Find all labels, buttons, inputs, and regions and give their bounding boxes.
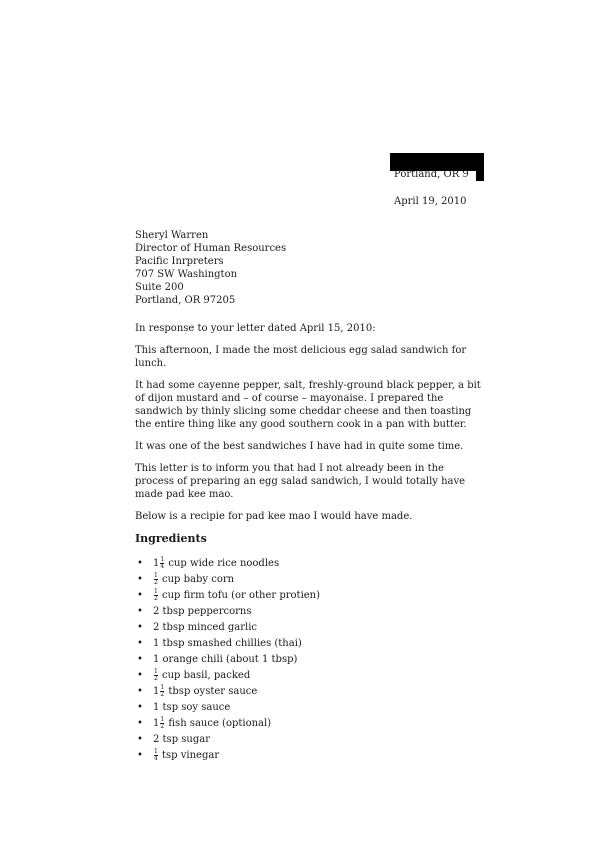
ingredient-fraction [160, 557, 164, 570]
fraction-numerator: 1 [154, 588, 158, 595]
fraction-numerator: 1 [160, 684, 165, 691]
bullet-icon: • [137, 606, 143, 617]
paragraph-2: It had some cayenne pepper, salt, freshly-ground black pepper, a bit of dijon mustard and – of course – mayonaise. I prepared the sandwich by thinly slicing some cheddar cheese and then toasting the entire thing like any good southern cook in a pan with butter. [135, 380, 481, 430]
ingredient-whole: 1 [153, 718, 160, 729]
paragraph-4: This letter is to inform you that had I not already been in the process of preparing an egg salad sandwich, I would totally have made pad kee mao. [135, 463, 466, 500]
ingredient-item [135, 716, 485, 732]
recipient-street: 707 SW Washington [135, 269, 238, 280]
ingredient-item [135, 668, 485, 684]
recipient-address [135, 229, 286, 307]
fraction-numerator: 1 [154, 668, 158, 675]
bullet-icon: • [137, 670, 143, 681]
recipient-suite: Suite 200 [135, 282, 184, 293]
ingredient-text: tbsp oyster sauce [168, 686, 258, 697]
ingredient-fraction [154, 669, 158, 682]
fraction-numerator: 1 [154, 748, 158, 755]
bullet-icon: • [137, 638, 143, 649]
ingredient-whole: 1 [153, 686, 160, 697]
paragraph-1: This afternoon, I made the most delicious egg salad sandwich for lunch. [135, 345, 467, 369]
bullet-icon: • [137, 590, 143, 601]
bullet-icon: • [137, 686, 143, 697]
ingredient-fraction [160, 685, 164, 698]
ingredient-item [135, 588, 485, 604]
ingredient-text: tsp vinegar [162, 750, 220, 761]
bullet-icon: • [137, 574, 143, 585]
ingredient-text: 1 tsp soy sauce [153, 702, 231, 713]
ingredient-text: 2 tbsp minced garlic [153, 622, 258, 633]
ingredient-text: cup firm tofu (or other protien) [162, 590, 321, 601]
bullet-icon: • [137, 750, 143, 761]
recipient-city: Portland, OR 97205 [135, 295, 236, 306]
ingredient-text: 1 orange chili (about 1 tbsp) [153, 654, 298, 665]
recipient-title: Director of Human Resources [135, 243, 287, 254]
ingredient-item [135, 684, 485, 700]
ingredient-item [135, 700, 485, 716]
fraction-denominator: 2 [154, 675, 158, 682]
letter-date: April 19, 2010 [394, 196, 467, 207]
ingredient-fraction [154, 749, 158, 762]
ingredient-item [135, 556, 485, 572]
fraction-denominator: 4 [154, 755, 158, 762]
paragraph-3: It was one of the best sandwiches I have had in quite some time. [135, 441, 464, 452]
bullet-icon: • [137, 558, 143, 569]
bullet-icon: • [137, 622, 143, 633]
ingredient-text: 1 tbsp smashed chillies (thai) [153, 638, 302, 649]
paragraph-5: Below is a recipie for pad kee mao I would have made. [135, 511, 413, 522]
ingredient-item [135, 604, 485, 620]
ingredient-item [135, 620, 485, 636]
fraction-numerator: 1 [160, 716, 165, 723]
ingredient-item [135, 732, 485, 748]
bullet-icon: • [137, 734, 143, 745]
opening-line: In response to your letter dated April 15, 2010: [135, 323, 376, 334]
fraction-numerator: 1 [160, 556, 165, 563]
ingredient-fraction [160, 717, 164, 730]
recipient-company: Pacific Inrpreters [135, 256, 224, 267]
bullet-icon: • [137, 718, 143, 729]
ingredient-text: 2 tsp sugar [153, 734, 210, 745]
ingredient-fraction [154, 589, 158, 602]
fraction-denominator: 2 [154, 595, 158, 602]
ingredients-heading: Ingredients [135, 532, 207, 545]
fraction-denominator: 4 [160, 563, 165, 570]
redaction-zip [476, 169, 484, 181]
fraction-denominator: 2 [154, 579, 158, 586]
ingredient-text: cup wide rice noodles [168, 558, 280, 569]
ingredient-fraction [154, 573, 158, 586]
ingredient-text: cup basil, packed [162, 670, 251, 681]
ingredient-item [135, 652, 485, 668]
bullet-icon: • [137, 654, 143, 665]
ingredient-item [135, 748, 485, 764]
sender-city-line: Portland, OR 9 [394, 169, 469, 180]
ingredient-item [135, 572, 485, 588]
letter-body [135, 322, 485, 764]
bullet-icon: • [137, 702, 143, 713]
fraction-numerator: 1 [154, 572, 158, 579]
ingredient-item [135, 636, 485, 652]
fraction-denominator: 2 [160, 723, 165, 730]
recipient-name: Sheryl Warren [135, 230, 209, 241]
ingredient-whole: 1 [153, 558, 160, 569]
fraction-denominator: 2 [160, 691, 165, 698]
ingredient-text: cup baby corn [162, 574, 235, 585]
ingredient-text: 2 tbsp peppercorns [153, 606, 252, 617]
ingredients-list [135, 556, 485, 764]
ingredient-text: fish sauce (optional) [168, 718, 272, 729]
